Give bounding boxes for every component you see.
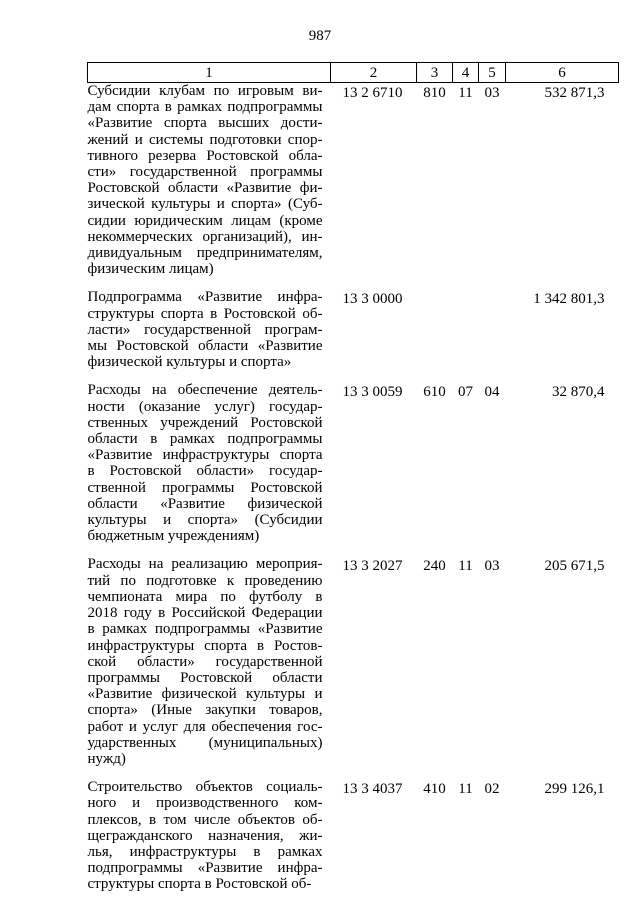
row-vr: 610 (423, 384, 446, 401)
description-line: спорта» (Иные закупки товаров, (87, 702, 323, 719)
column-header-rz: 4 (453, 63, 479, 83)
column-header-name: 1 (88, 63, 331, 83)
description-line: инфраструктуры спорта в Ростов- (87, 637, 323, 654)
row-description (88, 83, 331, 278)
description-line: «Развитие физической культуры и (87, 686, 323, 703)
description-line: дивидуальным предпринимателям, (87, 245, 323, 262)
description-line: плексов, в том числе объектов об- (87, 811, 323, 828)
row-spacer (88, 277, 619, 289)
description-line: Строительство объектов социаль- (87, 779, 323, 796)
description-line: Расходы на реализацию мероприя- (87, 556, 323, 573)
row-spacer (88, 544, 619, 556)
description-line: в Ростовской области» государ- (87, 463, 323, 480)
row-vr: 810 (423, 85, 446, 101)
column-header-pr: 5 (479, 63, 506, 83)
row-amount: 32 870,4 (552, 384, 605, 401)
row-code: 13 3 0059 (342, 384, 403, 401)
column-header-amount: 6 (506, 63, 619, 83)
description-line: некоммерческих организаций), ин- (87, 228, 323, 245)
description-line: ласти» государственной програм- (87, 321, 323, 338)
description-line: структуры спорта в Ростовской об- (87, 305, 323, 322)
row-rz (453, 289, 479, 370)
row-description (88, 556, 331, 767)
row-description (88, 382, 331, 544)
description-line: области «Развитие физической (87, 495, 323, 512)
table-row (88, 779, 619, 892)
description-line: ности (оказание услуг) государ- (87, 398, 323, 415)
description-line: зической культуры и спорта» (Суб- (87, 196, 323, 213)
table-row (88, 289, 619, 370)
column-header-vr: 3 (417, 63, 453, 83)
description-line: тивного резерва Ростовской обла- (87, 147, 323, 164)
description-line: 2018 году в Российской Федерации (87, 605, 323, 622)
table-body (88, 83, 619, 893)
row-pr: 04 (484, 384, 500, 401)
description-line: культуры и спорта» (Субсидии (87, 512, 323, 529)
row-spacer (88, 767, 619, 779)
budget-table (87, 62, 619, 893)
description-line: ской области» государственной (87, 653, 323, 670)
table-row (88, 382, 619, 544)
table-row (88, 83, 619, 278)
description-line: программы Ростовской области (87, 669, 323, 686)
row-pr (479, 289, 506, 370)
description-line: щегражданского назначения, жи- (87, 827, 323, 844)
row-amount: 299 126,1 (544, 781, 605, 798)
description-line: жений и системы подготовки спор- (87, 131, 323, 148)
table-row (88, 556, 619, 767)
row-spacer (88, 370, 619, 382)
description-line: дам спорта в рамках подпрограммы (87, 99, 323, 116)
description-line: Ростовской области «Развитие фи- (87, 180, 323, 197)
description-line: Субсидии клубам по игровым ви- (87, 83, 323, 99)
description-line: работ и услуг для обеспечения гос- (87, 718, 323, 735)
row-description (88, 779, 331, 892)
row-rz: 11 (458, 781, 473, 798)
row-amount: 1 342 801,3 (533, 291, 605, 308)
description-line: ственной программы Ростовской (87, 479, 323, 496)
description-line: структуры спорта в Ростовской об- (87, 876, 312, 893)
description-line: бюджетным учреждениям) (87, 528, 260, 545)
row-rz: 11 (458, 558, 473, 575)
description-line: ударственных (муниципальных) (87, 734, 323, 751)
column-header-code: 2 (331, 63, 417, 83)
description-line: нужд) (87, 750, 126, 767)
description-line: сти» государственной программы (87, 164, 323, 181)
row-pr: 03 (484, 85, 500, 101)
row-code: 13 3 2027 (342, 558, 403, 575)
description-line: мы Ростовской области «Развитие (87, 338, 323, 355)
row-rz: 07 (458, 384, 473, 401)
description-line: в рамках подпрограммы «Развитие (87, 621, 323, 638)
row-pr: 02 (484, 781, 500, 798)
description-line: «Развитие инфраструктуры спорта (87, 447, 323, 464)
row-amount: 205 671,5 (544, 558, 605, 575)
description-line: подпрограммы «Развитие инфра- (87, 860, 323, 877)
table-header-row (88, 63, 619, 83)
description-line: Подпрограмма «Развитие инфра- (87, 289, 323, 306)
row-code: 13 3 4037 (342, 781, 403, 798)
description-line: сидии юридическим лицам (кроме (87, 212, 323, 229)
description-line: ственных учреждений Ростовской (87, 414, 323, 431)
description-line: физическим лицам) (87, 261, 214, 278)
row-code: 13 2 6710 (342, 85, 403, 101)
description-line: «Развитие спорта высших дости- (87, 115, 323, 132)
page-number: 987 (308, 28, 332, 44)
description-line: Расходы на обеспечение деятель- (87, 382, 323, 399)
row-code: 13 3 0000 (342, 291, 403, 308)
description-line: лья, инфраструктуры в рамках (87, 843, 323, 860)
row-vr (417, 289, 453, 370)
row-vr: 410 (423, 781, 446, 798)
description-line: тий по подготовке к проведению (87, 572, 323, 589)
row-description (88, 289, 331, 370)
description-line: области в рамках подпрограммы (87, 431, 323, 448)
description-line: физической культуры и спорта» (87, 354, 292, 371)
description-line: чемпионата мира по футболу в (87, 588, 323, 605)
row-amount: 532 871,3 (544, 85, 605, 101)
row-pr: 03 (484, 558, 500, 575)
row-vr: 240 (423, 558, 446, 575)
description-line: ного и производственного ком- (87, 795, 323, 812)
row-rz: 11 (458, 85, 473, 101)
